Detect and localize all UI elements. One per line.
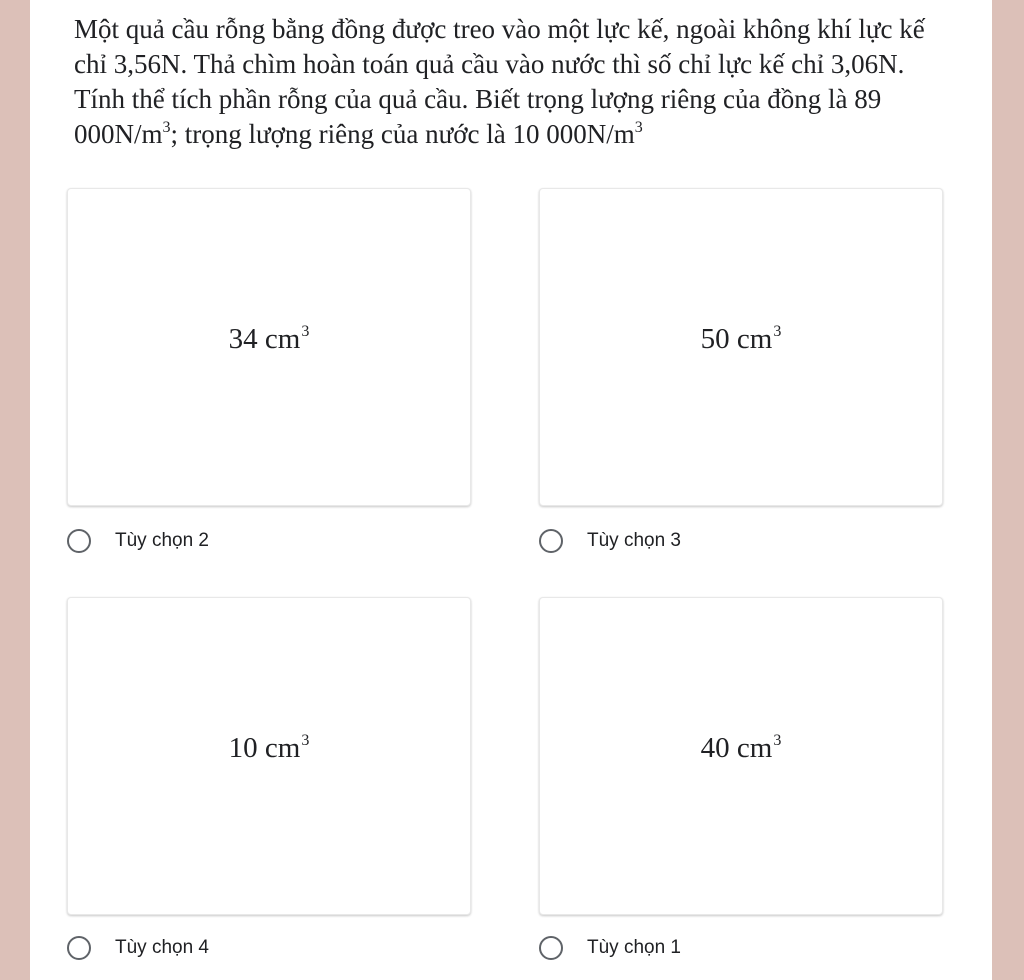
- option-label-2: Tùy chọn 3: [587, 530, 681, 551]
- option-value-text-3: 10 cm: [228, 732, 301, 764]
- radio-button-2[interactable]: [539, 529, 563, 553]
- option-radio-row-2[interactable]: [539, 526, 681, 556]
- question-part-2: ; trọng lượng riêng của nước là 10 000N/m: [170, 119, 635, 149]
- question-sup-2: 3: [634, 119, 643, 136]
- option-card-1[interactable]: [67, 188, 471, 506]
- option-value-sup-4: 3: [773, 732, 782, 749]
- option-card-4[interactable]: [539, 597, 943, 915]
- question-sup-1: 3: [162, 119, 171, 136]
- option-label-3: Tùy chọn 4: [115, 937, 209, 958]
- option-card-3[interactable]: [67, 597, 471, 915]
- option-value-sup-1: 3: [301, 323, 310, 340]
- option-value-1: [68, 323, 470, 356]
- option-radio-row-1[interactable]: [67, 526, 209, 556]
- question-part-1: Một quả cầu rỗng bằng đồng được treo vào một lực kế, ngoài không khí lực kế chỉ 3,56N. Thả chìm hoàn toán quả cầu vào nước thì số chỉ lực kế chỉ 3,06N. Tính thể tích phần rỗng của quả cầu. Biết trọng lượng riêng của đồng là 89 000N/m: [74, 14, 925, 149]
- option-value-3: [68, 732, 470, 765]
- option-value-text-2: 50 cm: [700, 323, 773, 355]
- option-label-1: Tùy chọn 2: [115, 530, 209, 551]
- question-text: [74, 12, 954, 152]
- radio-button-3[interactable]: [67, 936, 91, 960]
- option-label-4: Tùy chọn 1: [587, 937, 681, 958]
- option-card-2[interactable]: [539, 188, 943, 506]
- form-page: [30, 0, 992, 980]
- option-value-sup-2: 3: [773, 323, 782, 340]
- option-value-text-4: 40 cm: [700, 732, 773, 764]
- option-radio-row-4[interactable]: [539, 933, 681, 963]
- option-value-sup-3: 3: [301, 732, 310, 749]
- option-radio-row-3[interactable]: [67, 933, 209, 963]
- radio-button-1[interactable]: [67, 529, 91, 553]
- option-value-4: [540, 732, 942, 765]
- option-value-2: [540, 323, 942, 356]
- radio-button-4[interactable]: [539, 936, 563, 960]
- option-value-text-1: 34 cm: [228, 323, 301, 355]
